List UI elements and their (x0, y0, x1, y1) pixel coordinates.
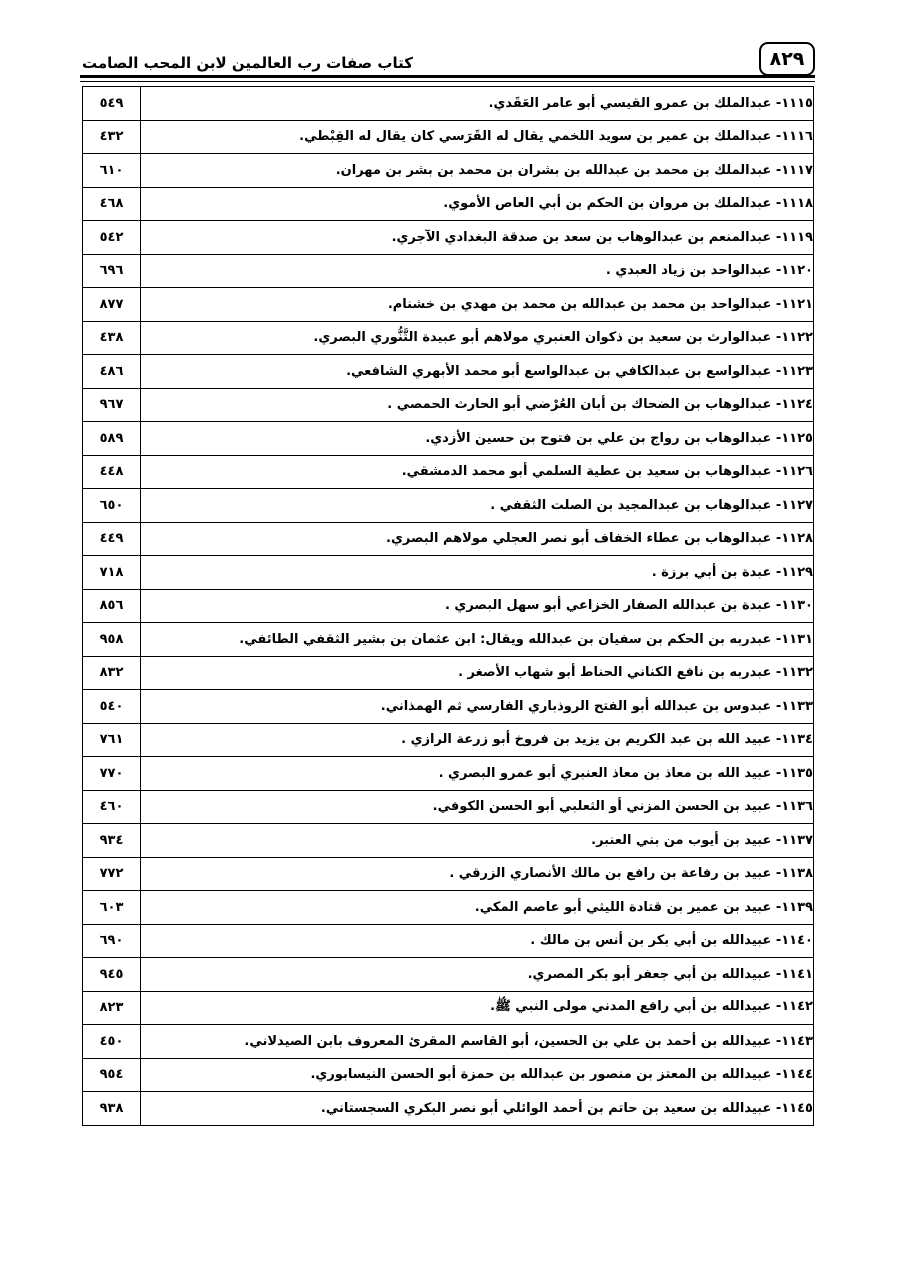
entry-cell: ١١٣٤- عبيد الله بن عبد الكريم بن يزيد بن فروخ أبو زرعة الرازي . (141, 723, 814, 757)
page-ref-cell: ٤٤٨ (83, 455, 141, 489)
page-ref-cell: ٦٠٣ (83, 891, 141, 925)
page-ref-cell: ٥٤٠ (83, 690, 141, 724)
page-ref-cell: ٦٥٠ (83, 489, 141, 523)
entry-cell: ١١٢٤- عبدالوهاب بن الضحاك بن أبان العُرْضي أبو الحارث الحمصي . (141, 388, 814, 422)
page-ref-cell: ٨٧٧ (83, 288, 141, 322)
page-header (80, 40, 815, 82)
table-row (83, 824, 814, 858)
entry-cell: ١١٤٣- عبيدالله بن أحمد بن علي بن الحسين، أبو القاسم المقرئ المعروف بابن الصيدلاني. (141, 1025, 814, 1059)
table-row (83, 221, 814, 255)
table-row (83, 723, 814, 757)
entry-cell: ١١١٩- عبدالمنعم بن عبدالوهاب بن سعد بن صدقة البغدادي الآجري. (141, 221, 814, 255)
page-ref-cell: ٤٣٢ (83, 120, 141, 154)
entry-cell: ١١٣٨- عبيد بن رفاعة بن رافع بن مالك الأنصاري الزرقي . (141, 857, 814, 891)
page-ref-cell: ٤٦٨ (83, 187, 141, 221)
entry-cell: ١١٤٢- عبيدالله بن أبي رافع المدني مولى النبي ﷺ. (141, 991, 814, 1025)
entry-cell: ١١١٨- عبدالملك بن مروان بن الحكم بن أبي العاص الأموي. (141, 187, 814, 221)
entry-cell: ١١٣٠- عبدة بن عبدالله الصفار الخزاعي أبو سهل البصري . (141, 589, 814, 623)
table-row (83, 388, 814, 422)
entry-cell: ١١٤٥- عبيدالله بن سعيد بن حاتم بن أحمد الوائلي أبو نصر البكري السجستاني. (141, 1092, 814, 1126)
entry-cell: ١١٢٩- عبدة بن أبي برزة . (141, 556, 814, 590)
page-ref-cell: ٤٤٩ (83, 522, 141, 556)
entry-cell: ١١٢١- عبدالواحد بن محمد بن عبدالله بن محمد بن مهدي بن خشنام. (141, 288, 814, 322)
page-ref-cell: ٧١٨ (83, 556, 141, 590)
page-number: ٨٢٩ (759, 42, 815, 76)
table-row (83, 154, 814, 188)
table-row (83, 288, 814, 322)
page-ref-cell: ٥٤٩ (83, 87, 141, 121)
page-ref-cell: ٩٥٨ (83, 623, 141, 657)
header-rule-thin (80, 81, 815, 82)
table-row (83, 1092, 814, 1126)
page-ref-cell: ٦١٠ (83, 154, 141, 188)
entry-cell: ١١٣٥- عبيد الله بن معاذ بن معاذ العنبري أبو عمرو البصري . (141, 757, 814, 791)
page-ref-cell: ٨٥٦ (83, 589, 141, 623)
table-row (83, 254, 814, 288)
page-ref-cell: ٤٨٦ (83, 355, 141, 389)
page-ref-cell: ٧٧٠ (83, 757, 141, 791)
entry-cell: ١١٤٤- عبيدالله بن المعتز بن منصور بن عبدالله بن حمزة أبو الحسن النيسابوري. (141, 1058, 814, 1092)
table-row (83, 556, 814, 590)
entry-cell: ١١٣٢- عبدربه بن نافع الكناني الحناط أبو شهاب الأصغر . (141, 656, 814, 690)
entry-cell: ١١٢٦- عبدالوهاب بن سعيد بن عطية السلمي أبو محمد الدمشقي. (141, 455, 814, 489)
table-row (83, 187, 814, 221)
table-row (83, 656, 814, 690)
entry-cell: ١١٣٧- عبيد بن أيوب من بني العنبر. (141, 824, 814, 858)
page-ref-cell: ٤٥٠ (83, 1025, 141, 1059)
page-ref-cell: ٥٤٢ (83, 221, 141, 255)
table-row (83, 690, 814, 724)
table-row (83, 991, 814, 1025)
table-row (83, 1025, 814, 1059)
entry-cell: ١١٣١- عبدربه بن الحكم بن سفيان بن عبدالله ويقال: ابن عثمان بن بشير الثقفي الطائفي. (141, 623, 814, 657)
table-row (83, 522, 814, 556)
entry-cell: ١١٢٧- عبدالوهاب بن عبدالمجيد بن الصلت الثقفي . (141, 489, 814, 523)
entry-cell: ١١١٧- عبدالملك بن محمد بن عبدالله بن بشران بن محمد بن بشر بن مهران. (141, 154, 814, 188)
entry-cell: ١١٢٢- عبدالوارث بن سعيد بن ذكوان العنبري مولاهم أبو عبيدة التَّنُّوري البصري. (141, 321, 814, 355)
table-row (83, 1058, 814, 1092)
page-ref-cell: ٩٦٧ (83, 388, 141, 422)
entry-cell: ١١٢٠- عبدالواحد بن زياد العبدي . (141, 254, 814, 288)
index-table (82, 86, 814, 1126)
page-ref-cell: ٦٩٦ (83, 254, 141, 288)
entry-cell: ١١٤٠- عبيدالله بن أبي بكر بن أنس بن مالك . (141, 924, 814, 958)
page-ref-cell: ٩٣٨ (83, 1092, 141, 1126)
page-ref-cell: ٥٨٩ (83, 422, 141, 456)
index-table-body (83, 87, 814, 1126)
entry-cell: ١١٣٩- عبيد بن عمير بن قتادة الليثي أبو عاصم المكي. (141, 891, 814, 925)
table-row (83, 958, 814, 992)
page-ref-cell: ٩٣٤ (83, 824, 141, 858)
page-ref-cell: ٤٣٨ (83, 321, 141, 355)
page-ref-cell: ٩٤٥ (83, 958, 141, 992)
table-row (83, 790, 814, 824)
entry-cell: ١١٤١- عبيدالله بن أبي جعفر أبو بكر المصري. (141, 958, 814, 992)
entry-cell: ١١٢٣- عبدالواسع بن عبدالكافي بن عبدالواسع أبو محمد الأبهري الشافعي. (141, 355, 814, 389)
table-row (83, 87, 814, 121)
page-ref-cell: ٩٥٤ (83, 1058, 141, 1092)
table-row (83, 891, 814, 925)
entry-cell: ١١٢٨- عبدالوهاب بن عطاء الخفاف أبو نصر العجلي مولاهم البصري. (141, 522, 814, 556)
entry-cell: ١١٢٥- عبدالوهاب بن رواج بن علي بن فتوح بن حسين الأزدي. (141, 422, 814, 456)
page-ref-cell: ٨٣٢ (83, 656, 141, 690)
table-row (83, 455, 814, 489)
entry-cell: ١١١٥- عبدالملك بن عمرو القيسي أبو عامر العَقَدي. (141, 87, 814, 121)
table-row (83, 857, 814, 891)
table-row (83, 757, 814, 791)
page-ref-cell: ٤٦٠ (83, 790, 141, 824)
table-row (83, 623, 814, 657)
table-row (83, 589, 814, 623)
table-row (83, 489, 814, 523)
table-row (83, 422, 814, 456)
table-row (83, 120, 814, 154)
entry-cell: ١١١٦- عبدالملك بن عمير بن سويد اللخمي يقال له القَرَسي كان يقال له القِبْطي. (141, 120, 814, 154)
page-ref-cell: ٧٦١ (83, 723, 141, 757)
entry-cell: ١١٣٣- عبدوس بن عبدالله أبو الفتح الروذباري الفارسي ثم الهمذاني. (141, 690, 814, 724)
entry-cell: ١١٣٦- عبيد بن الحسن المزني أو الثعلبي أبو الحسن الكوفي. (141, 790, 814, 824)
page-ref-cell: ٦٩٠ (83, 924, 141, 958)
page-ref-cell: ٧٧٢ (83, 857, 141, 891)
table-row (83, 924, 814, 958)
table-row (83, 321, 814, 355)
table-row (83, 355, 814, 389)
page-ref-cell: ٨٢٣ (83, 991, 141, 1025)
book-title: كتاب صفات رب العالمين لابن المحب الصامت (82, 54, 413, 72)
header-rule-thick (80, 75, 815, 78)
